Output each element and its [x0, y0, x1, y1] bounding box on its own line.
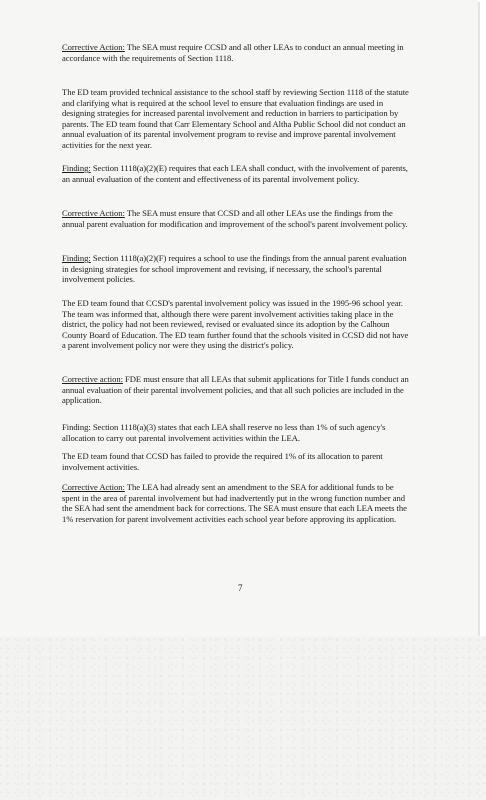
paragraph-corrective-action-use-findings — [62, 208, 410, 229]
paragraph-text: The SEA must ensure that CCSD and all other LEAs use the findings from the annual parent evaluation for modification and improvement of the school's parent involvement policy. — [62, 208, 408, 229]
paragraph-lead: Finding: — [62, 163, 91, 173]
paragraph-lead: Finding: — [62, 253, 91, 263]
paragraph-text: Section 1118(a)(2)(E) requires that each LEA shall conduct, with the involvement of parents, an annual evaluation of the content and effectiveness of its parental involvement policy. — [62, 163, 408, 184]
paragraph-text: Finding: Section 1118(a)(3) states that each LEA shall reserve no less than 1% of such agency's allocation to carry out parental involvement activities within the LEA. — [62, 422, 386, 443]
scan-background — [0, 636, 486, 800]
paragraph-failed-allocation — [62, 451, 410, 472]
paragraph-lead: Corrective action: — [62, 374, 123, 384]
paragraph-corrective-action-annual-meeting — [62, 42, 410, 63]
paragraph-text: The ED team found that CCSD has failed to provide the required 1% of its allocation to parent involvement activities. — [62, 451, 383, 472]
paragraph-text: The ED team found that CCSD's parental involvement policy was issued in the 1995-96 school year. The team was informed that, although there were parent involvement activities taking place in the district, the policy had not been reviewed, revised or evaluated since its adoption by the Calhoun County Board of Education. The ED team further found that the schools visited in CCSD did not have a parent involvement policy nor were they using the district's policy. — [62, 298, 409, 351]
paragraph-finding-annual-evaluation — [62, 163, 410, 184]
paragraph-text: The ED team provided technical assistance to the school staff by reviewing Section 1118 of the statute and clarifying what is required at the school level to ensure that evaluation findings are used in designing strategies for increased parental involvement and reduction in barriers to participation by parents. The ED team found that Carr Elementary School and Altha Public School did not conduct an annual evaluation of its parental involvement program to revise and improve parental involvement activities for the next year. — [62, 87, 409, 150]
paragraph-lead: Corrective Action: — [62, 482, 125, 492]
paragraph-finding-school-strategies — [62, 253, 410, 285]
paragraph-finding-reservation — [62, 422, 410, 443]
paragraph-lead: Corrective Action: — [62, 208, 125, 218]
paragraph-text: The LEA had already sent an amendment to the SEA for additional funds to be spent in the area of parental involvement but had inadvertently put in the wrong function number and the SEA had sent the amendment back for corrections. The SEA must ensure that each LEA meets the 1% reservation for parent involvement activities each school year before approving its application. — [62, 482, 407, 524]
paragraph-text: Section 1118(a)(2)(F) requires a school to use the findings from the annual parent evaluation in designing strategies for school improvement and revising, if necessary, the school's parental involvement policies. — [62, 253, 407, 285]
paragraph-text: FDE must ensure that all LEAs that submit applications for Title I funds conduct an annual evaluation of their parental involvement policies, and that all such policies are included in the application. — [62, 374, 409, 406]
paragraph-corrective-action-amendment — [62, 482, 410, 524]
paragraph-technical-assistance — [62, 87, 410, 151]
paragraph-policy-issued — [62, 298, 410, 351]
paragraph-lead: Corrective Action: — [62, 42, 125, 52]
page-number: 7 — [238, 583, 243, 593]
paragraph-corrective-action-fde — [62, 374, 410, 406]
paragraph-text: The SEA must require CCSD and all other LEAs to conduct an annual meeting in accordance with the requirements of Section 1118. — [62, 42, 404, 63]
